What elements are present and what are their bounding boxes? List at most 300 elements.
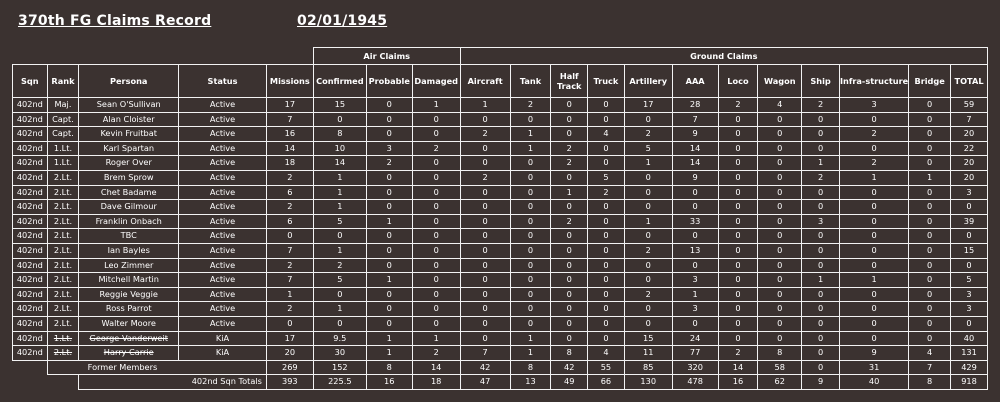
table-cell: Kevin Fruitbat: [79, 127, 179, 142]
table-cell: 17: [624, 98, 672, 113]
table-cell: 0: [551, 331, 588, 346]
table-cell: 402nd: [13, 346, 48, 361]
table-cell: 0: [460, 200, 510, 215]
table-cell: 0: [588, 112, 625, 127]
table-cell: 0: [672, 316, 718, 331]
table-cell: 0: [551, 273, 588, 288]
table-cell: 24: [672, 331, 718, 346]
column-header: Missions: [266, 65, 313, 98]
former-value: 14: [718, 360, 758, 375]
table-cell: 0: [624, 170, 672, 185]
former-value: 58: [758, 360, 802, 375]
table-cell: 0: [510, 112, 551, 127]
group-spacer: [13, 48, 314, 65]
table-cell: 0: [718, 316, 758, 331]
table-cell: 0: [624, 200, 672, 215]
table-cell: 0: [551, 302, 588, 317]
table-cell: 402nd: [13, 200, 48, 215]
totals-spacer: [13, 375, 79, 390]
table-cell: 1: [510, 331, 551, 346]
former-value: 152: [313, 360, 366, 375]
table-cell: 15: [624, 331, 672, 346]
column-header: TOTAL: [951, 65, 988, 98]
table-cell: 5: [588, 170, 625, 185]
table-cell: Active: [179, 185, 267, 200]
table-cell: 0: [588, 273, 625, 288]
total-value: 66: [588, 375, 625, 390]
table-row: [13, 200, 988, 215]
table-cell: 9: [839, 346, 908, 361]
table-cell: 0: [758, 185, 802, 200]
record-title: 370th FG Claims Record: [18, 13, 212, 29]
table-cell: 10: [313, 141, 366, 156]
table-cell: 0: [366, 302, 412, 317]
table-cell: Mitchell Martin: [79, 273, 179, 288]
table-cell: Active: [179, 112, 267, 127]
table-cell: 402nd: [13, 243, 48, 258]
table-cell: 7: [266, 273, 313, 288]
table-cell: 0: [412, 170, 460, 185]
table-cell: Active: [179, 273, 267, 288]
table-cell: 0: [551, 258, 588, 273]
table-cell: 0: [460, 185, 510, 200]
table-cell: 0: [909, 331, 951, 346]
table-cell: 0: [909, 112, 951, 127]
table-row: [13, 141, 988, 156]
table-cell: 7: [951, 112, 988, 127]
table-cell: 17: [266, 331, 313, 346]
column-header: Persona: [79, 65, 179, 98]
table-cell: Harry Carrie: [79, 346, 179, 361]
table-cell: 0: [266, 316, 313, 331]
column-header: Infra-structure: [839, 65, 908, 98]
table-cell: 0: [510, 214, 551, 229]
table-cell: 9: [672, 127, 718, 142]
table-cell: 2: [588, 185, 625, 200]
table-cell: 2: [551, 214, 588, 229]
table-cell: 0: [510, 229, 551, 244]
table-cell: 1: [510, 141, 551, 156]
table-cell: 0: [718, 156, 758, 171]
total-value: 47: [460, 375, 510, 390]
table-cell: 39: [951, 214, 988, 229]
table-cell: 7: [266, 112, 313, 127]
table-cell: 0: [802, 243, 840, 258]
table-cell: 0: [366, 112, 412, 127]
table-cell: 0: [718, 127, 758, 142]
table-cell: 0: [460, 273, 510, 288]
table-cell: 0: [718, 200, 758, 215]
table-cell: 402nd: [13, 127, 48, 142]
table-cell: 0: [624, 112, 672, 127]
table-cell: 0: [951, 229, 988, 244]
table-cell: 0: [802, 141, 840, 156]
table-cell: 0: [588, 98, 625, 113]
table-cell: 0: [758, 229, 802, 244]
table-cell: 0: [510, 316, 551, 331]
table-cell: 16: [266, 127, 313, 142]
column-header: Aircraft: [460, 65, 510, 98]
table-row: [13, 156, 988, 171]
table-cell: 0: [551, 287, 588, 302]
table-cell: 30: [313, 346, 366, 361]
table-cell: 0: [909, 214, 951, 229]
table-cell: 402nd: [13, 331, 48, 346]
table-cell: 0: [672, 200, 718, 215]
former-value: 0: [802, 360, 840, 375]
total-value: 13: [510, 375, 551, 390]
table-cell: 4: [758, 98, 802, 113]
table-cell: 0: [412, 112, 460, 127]
table-cell: Ross Parrot: [79, 302, 179, 317]
table-cell: 2: [551, 141, 588, 156]
table-cell: 0: [460, 229, 510, 244]
table-cell: 1: [624, 156, 672, 171]
claims-table: [12, 47, 988, 390]
table-cell: 0: [758, 316, 802, 331]
table-cell: 2: [412, 346, 460, 361]
table-cell: Reggie Veggie: [79, 287, 179, 302]
table-row: [13, 112, 988, 127]
table-cell: 0: [839, 185, 908, 200]
table-cell: 0: [551, 112, 588, 127]
table-cell: 2: [460, 170, 510, 185]
table-cell: 0: [460, 302, 510, 317]
table-cell: 8: [313, 127, 366, 142]
table-cell: 0: [718, 214, 758, 229]
former-value: 85: [624, 360, 672, 375]
table-cell: 1: [412, 98, 460, 113]
table-cell: Franklin Onbach: [79, 214, 179, 229]
table-cell: 1: [366, 273, 412, 288]
record-date: 02/01/1945: [297, 13, 388, 29]
former-value: 429: [951, 360, 988, 375]
air-claims-group: Air Claims: [313, 48, 460, 65]
table-cell: 5: [313, 214, 366, 229]
table-cell: 1: [366, 331, 412, 346]
ground-claims-group: Ground Claims: [460, 48, 987, 65]
table-cell: 0: [588, 200, 625, 215]
table-cell: 20: [951, 156, 988, 171]
table-cell: Chet Badame: [79, 185, 179, 200]
table-cell: 0: [718, 258, 758, 273]
table-cell: 4: [909, 346, 951, 361]
table-cell: 0: [412, 302, 460, 317]
former-value: 42: [460, 360, 510, 375]
table-cell: 0: [510, 243, 551, 258]
table-cell: Brem Sprow: [79, 170, 179, 185]
table-cell: 402nd: [13, 287, 48, 302]
column-header: Sqn: [13, 65, 48, 98]
table-cell: 0: [460, 156, 510, 171]
table-cell: 0: [460, 141, 510, 156]
table-cell: 0: [758, 170, 802, 185]
table-cell: 1: [313, 170, 366, 185]
table-cell: 0: [802, 229, 840, 244]
table-cell: 0: [909, 141, 951, 156]
table-cell: 0: [588, 229, 625, 244]
table-cell: Active: [179, 243, 267, 258]
table-cell: 0: [412, 156, 460, 171]
table-cell: 0: [718, 229, 758, 244]
table-cell: 0: [313, 229, 366, 244]
table-cell: 402nd: [13, 98, 48, 113]
table-cell: 0: [412, 287, 460, 302]
total-value: 62: [758, 375, 802, 390]
table-cell: 0: [718, 331, 758, 346]
table-cell: 0: [313, 316, 366, 331]
table-cell: 2: [366, 156, 412, 171]
former-spacer: [13, 360, 48, 375]
column-header-row: [13, 65, 988, 98]
table-cell: 0: [366, 200, 412, 215]
table-cell: Leo Zimmer: [79, 258, 179, 273]
table-cell: 0: [758, 112, 802, 127]
table-cell: 0: [313, 287, 366, 302]
table-cell: 15: [313, 98, 366, 113]
table-cell: 0: [551, 127, 588, 142]
table-cell: 0: [718, 287, 758, 302]
table-cell: 0: [909, 273, 951, 288]
table-cell: 0: [588, 316, 625, 331]
table-cell: 20: [951, 170, 988, 185]
total-value: 478: [672, 375, 718, 390]
table-cell: 0: [672, 229, 718, 244]
table-row: [13, 229, 988, 244]
table-cell: Active: [179, 127, 267, 142]
table-cell: 0: [909, 229, 951, 244]
table-cell: 2: [718, 346, 758, 361]
table-cell: 0: [510, 200, 551, 215]
table-cell: Active: [179, 316, 267, 331]
table-cell: 0: [951, 200, 988, 215]
table-cell: Active: [179, 170, 267, 185]
table-cell: 1.Lt.: [47, 156, 79, 171]
table-cell: 1: [672, 287, 718, 302]
table-cell: 4: [588, 127, 625, 142]
column-header: Wagon: [758, 65, 802, 98]
table-cell: 2.Lt.: [47, 229, 79, 244]
table-cell: 0: [909, 287, 951, 302]
column-header: Ship: [802, 65, 840, 98]
table-cell: 0: [412, 200, 460, 215]
table-cell: 2: [266, 302, 313, 317]
table-cell: 0: [802, 331, 840, 346]
table-cell: 0: [839, 287, 908, 302]
table-cell: 2: [551, 156, 588, 171]
table-cell: 1: [802, 156, 840, 171]
table-cell: 0: [839, 229, 908, 244]
table-cell: 2.Lt.: [47, 287, 79, 302]
table-cell: 2: [412, 141, 460, 156]
table-cell: 0: [510, 258, 551, 273]
table-cell: 0: [412, 243, 460, 258]
former-value: 7: [909, 360, 951, 375]
table-cell: 402nd: [13, 316, 48, 331]
table-cell: 0: [718, 112, 758, 127]
table-cell: 0: [588, 214, 625, 229]
table-cell: 0: [588, 302, 625, 317]
table-cell: 2.Lt.: [47, 346, 79, 361]
table-cell: 2: [624, 287, 672, 302]
table-cell: Active: [179, 98, 267, 113]
table-cell: 0: [412, 185, 460, 200]
total-value: 225.5: [313, 375, 366, 390]
former-label: Former Members: [47, 360, 266, 375]
table-cell: 9: [672, 170, 718, 185]
table-row: [13, 287, 988, 302]
table-cell: 2: [266, 200, 313, 215]
table-cell: 0: [460, 258, 510, 273]
table-cell: 0: [624, 302, 672, 317]
table-cell: 402nd: [13, 156, 48, 171]
former-value: 8: [366, 360, 412, 375]
column-header: Tank: [510, 65, 551, 98]
table-cell: Maj.: [47, 98, 79, 113]
table-cell: 0: [588, 331, 625, 346]
table-cell: 0: [839, 112, 908, 127]
column-header: AAA: [672, 65, 718, 98]
table-cell: 0: [758, 127, 802, 142]
table-cell: Walter Moore: [79, 316, 179, 331]
table-cell: 2: [510, 98, 551, 113]
table-cell: 2: [460, 127, 510, 142]
table-cell: 20: [951, 127, 988, 142]
column-header: Probable: [366, 65, 412, 98]
table-cell: 0: [551, 229, 588, 244]
column-header: Bridge: [909, 65, 951, 98]
former-value: 269: [266, 360, 313, 375]
table-cell: 3: [951, 302, 988, 317]
table-cell: 0: [588, 258, 625, 273]
former-value: 320: [672, 360, 718, 375]
table-row: [13, 98, 988, 113]
table-cell: 2: [624, 127, 672, 142]
table-cell: Active: [179, 258, 267, 273]
table-cell: 6: [266, 214, 313, 229]
table-cell: 0: [366, 98, 412, 113]
table-cell: 0: [758, 258, 802, 273]
table-cell: 2.Lt.: [47, 302, 79, 317]
table-cell: 0: [510, 302, 551, 317]
table-cell: 2: [624, 243, 672, 258]
table-cell: 1: [313, 243, 366, 258]
table-row: [13, 185, 988, 200]
table-cell: 0: [588, 141, 625, 156]
table-cell: 3: [672, 273, 718, 288]
table-cell: 0: [758, 302, 802, 317]
table-cell: 0: [624, 185, 672, 200]
table-cell: 0: [839, 258, 908, 273]
table-cell: 3: [802, 214, 840, 229]
table-cell: 0: [758, 243, 802, 258]
table-cell: 1: [839, 273, 908, 288]
table-cell: 0: [909, 302, 951, 317]
table-cell: 0: [758, 287, 802, 302]
column-header: Confirmed: [313, 65, 366, 98]
table-cell: 28: [672, 98, 718, 113]
table-cell: 0: [588, 287, 625, 302]
table-cell: 1: [366, 346, 412, 361]
table-cell: 0: [909, 258, 951, 273]
table-cell: 0: [802, 200, 840, 215]
column-header: Damaged: [412, 65, 460, 98]
table-cell: 0: [758, 141, 802, 156]
table-cell: 0: [551, 200, 588, 215]
claims-rows: [13, 98, 988, 361]
table-cell: 0: [718, 273, 758, 288]
table-cell: 0: [588, 243, 625, 258]
table-cell: 0: [718, 302, 758, 317]
table-cell: 0: [366, 243, 412, 258]
table-cell: 14: [266, 141, 313, 156]
table-cell: 2.Lt.: [47, 185, 79, 200]
table-cell: 0: [412, 214, 460, 229]
table-cell: 7: [460, 346, 510, 361]
table-cell: 1: [802, 273, 840, 288]
table-cell: Active: [179, 302, 267, 317]
table-cell: 2.Lt.: [47, 243, 79, 258]
table-cell: 11: [624, 346, 672, 361]
table-cell: Active: [179, 287, 267, 302]
table-cell: TBC: [79, 229, 179, 244]
table-cell: 0: [460, 112, 510, 127]
total-value: 393: [266, 375, 313, 390]
table-cell: 0: [460, 287, 510, 302]
table-cell: 0: [802, 316, 840, 331]
table-cell: 4: [588, 346, 625, 361]
table-cell: 0: [460, 214, 510, 229]
table-cell: 0: [758, 273, 802, 288]
table-cell: 0: [839, 331, 908, 346]
table-cell: 0: [672, 185, 718, 200]
table-cell: 22: [951, 141, 988, 156]
table-row: [13, 331, 988, 346]
table-cell: 0: [718, 243, 758, 258]
table-cell: 2: [313, 258, 366, 273]
table-cell: 6: [266, 185, 313, 200]
table-row: [13, 273, 988, 288]
table-cell: 131: [951, 346, 988, 361]
table-cell: 7: [266, 243, 313, 258]
table-cell: 2: [266, 258, 313, 273]
table-cell: KiA: [179, 331, 267, 346]
former-value: 42: [551, 360, 588, 375]
table-cell: Capt.: [47, 127, 79, 142]
table-row: [13, 302, 988, 317]
table-cell: 0: [909, 127, 951, 142]
table-cell: Active: [179, 229, 267, 244]
table-cell: 1: [510, 127, 551, 142]
table-cell: 0: [366, 229, 412, 244]
table-cell: 0: [839, 214, 908, 229]
table-cell: 0: [839, 141, 908, 156]
table-cell: Alan Cloister: [79, 112, 179, 127]
table-cell: 402nd: [13, 273, 48, 288]
table-cell: 0: [718, 170, 758, 185]
table-cell: 59: [951, 98, 988, 113]
table-cell: 0: [909, 185, 951, 200]
table-cell: Karl Spartan: [79, 141, 179, 156]
table-cell: 3: [951, 185, 988, 200]
table-cell: 1: [266, 287, 313, 302]
table-row: [13, 346, 988, 361]
table-cell: 1: [412, 331, 460, 346]
table-cell: 0: [839, 200, 908, 215]
table-cell: 0: [802, 185, 840, 200]
table-row: [13, 127, 988, 142]
table-cell: 0: [909, 156, 951, 171]
